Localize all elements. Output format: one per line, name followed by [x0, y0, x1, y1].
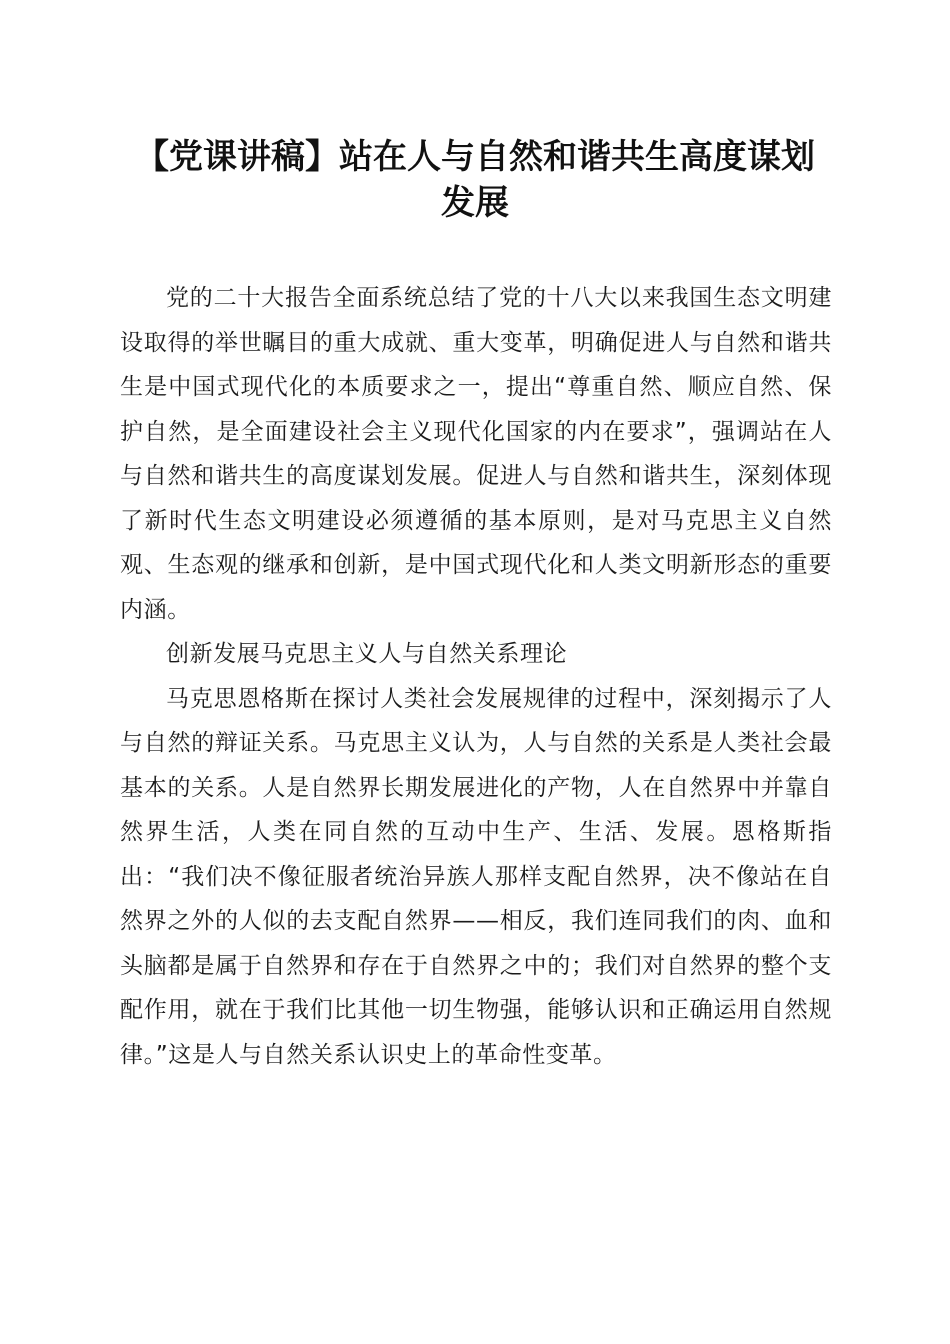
document-title — [100, 134, 850, 226]
title-line-2: 发展 — [441, 183, 509, 223]
document-body — [120, 276, 832, 1077]
title-line-1: 【党课讲稿】站在人与自然和谐共生高度谋划 — [135, 137, 815, 177]
paragraph-intro: 党的二十大报告全面系统总结了党的十八大以来我国生态文明建设取得的举世瞩目的重大成就、重大变革，明确促进人与自然和谐共生是中国式现代化的本质要求之一，提出“尊重自然、顺应自然、保护自然，是全面建设社会主义现代化国家的内在要求”，强调站在人与自然和谐共生的高度谋划发展。促进人与自然和谐共生，深刻体现了新时代生态文明建设必须遵循的基本原则，是对马克思主义自然观、生态观的继承和创新，是中国式现代化和人类文明新形态的重要内涵。 — [120, 285, 832, 623]
section-heading: 创新发展马克思主义人与自然关系理论 — [166, 641, 568, 667]
paragraph-marx-engels: 马克思恩格斯在探讨人类社会发展规律的过程中，深刻揭示了人与自然的辩证关系。马克思主义认为，人与自然的关系是人类社会最基本的关系。人是自然界长期发展进化的产物，人在自然界中并靠自然界生活，人类在同自然的互动中生产、生活、发展。恩格斯指出：“我们决不像征服者统治异族人那样支配自然界，决不像站在自然界之外的人似的去支配自然界——相反，我们连同我们的肉、血和头脑都是属于自然界和存在于自然界之中的；我们对自然界的整个支配作用，就在于我们比其他一切生物强，能够认识和正确运用自然规律。”这是人与自然关系认识史上的革命性变革。 — [120, 685, 832, 1068]
